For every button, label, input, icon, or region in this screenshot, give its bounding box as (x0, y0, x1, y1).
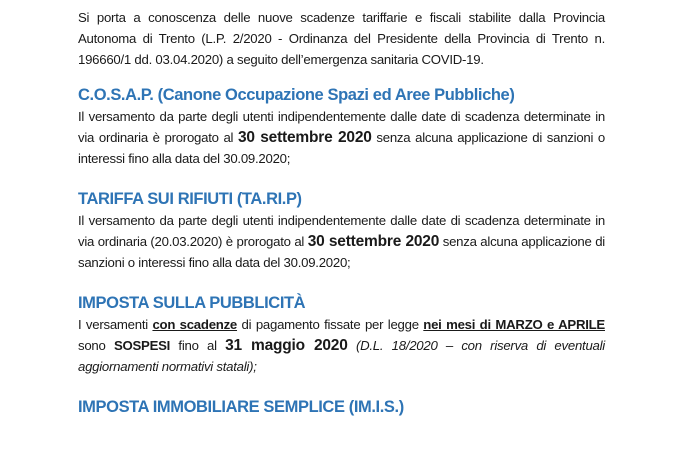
section-tarip (78, 188, 605, 273)
section-body (78, 106, 605, 169)
underlined-text: nei mesi di MARZO e APRILE (423, 317, 605, 332)
deadline-date: 30 settembre 2020 (307, 233, 440, 250)
body-text: senza alcuna applicazione di sanzioni o interessi fino alla data del 30.09.2020; (78, 234, 605, 270)
body-text: senza alcuna applicazione di sanzioni o interessi fino alla data del 30.09.2020; (78, 130, 606, 166)
intro-paragraph: Si porta a conoscenza delle nuove scadenze tariffarie e fiscali stabilite dalla Provincia Autonoma di Trento (L.P. 2/2020 - Ordinanza del Presidente della Provincia di Trento n. 196660/1 dd. 03.04.2020) a seguito dell’emergenza sanitaria COVID-19. (78, 10, 605, 67)
italic-note: (D.L. 18/2020 – con riserva di eventuali aggiornamenti normativi statali); (78, 338, 605, 374)
section-title: IMPOSTA IMMOBILIARE SEMPLICE (IM.I.S.) (78, 398, 404, 416)
section-title: TARIFFA SUI RIFIUTI (TA.RI.P) (78, 190, 302, 208)
body-text: di pagamento fissate per legge (237, 317, 424, 332)
deadline-date: 31 maggio 2020 (225, 337, 348, 354)
section-body (78, 210, 605, 273)
body-text: I versamenti (78, 317, 153, 332)
bold-text: SOSPESI (113, 338, 171, 353)
body-text: fino al (170, 338, 226, 353)
body-text: Il versamento da parte degli utenti indipendentemente dalle date di scadenza determinate in via ordinaria (20.03.2020) è prorogato al (78, 213, 605, 249)
deadline-date: 30 settembre 2020 (237, 129, 372, 146)
body-text: sono (78, 338, 114, 353)
underlined-text: con scadenze (152, 317, 238, 332)
document-page (78, 7, 605, 437)
section-title: IMPOSTA SULLA PUBBLICITÀ (78, 294, 306, 312)
section-imis (78, 396, 605, 418)
section-body (78, 314, 605, 377)
body-text: Il versamento da parte degli utenti indipendentemente dalle date di scadenza determinate in via ordinaria è prorogato al (78, 109, 605, 145)
section-pubblicita (78, 292, 605, 377)
section-cosap (78, 84, 605, 169)
section-title: C.O.S.A.P. (Canone Occupazione Spazi ed Aree Pubbliche) (78, 86, 515, 104)
